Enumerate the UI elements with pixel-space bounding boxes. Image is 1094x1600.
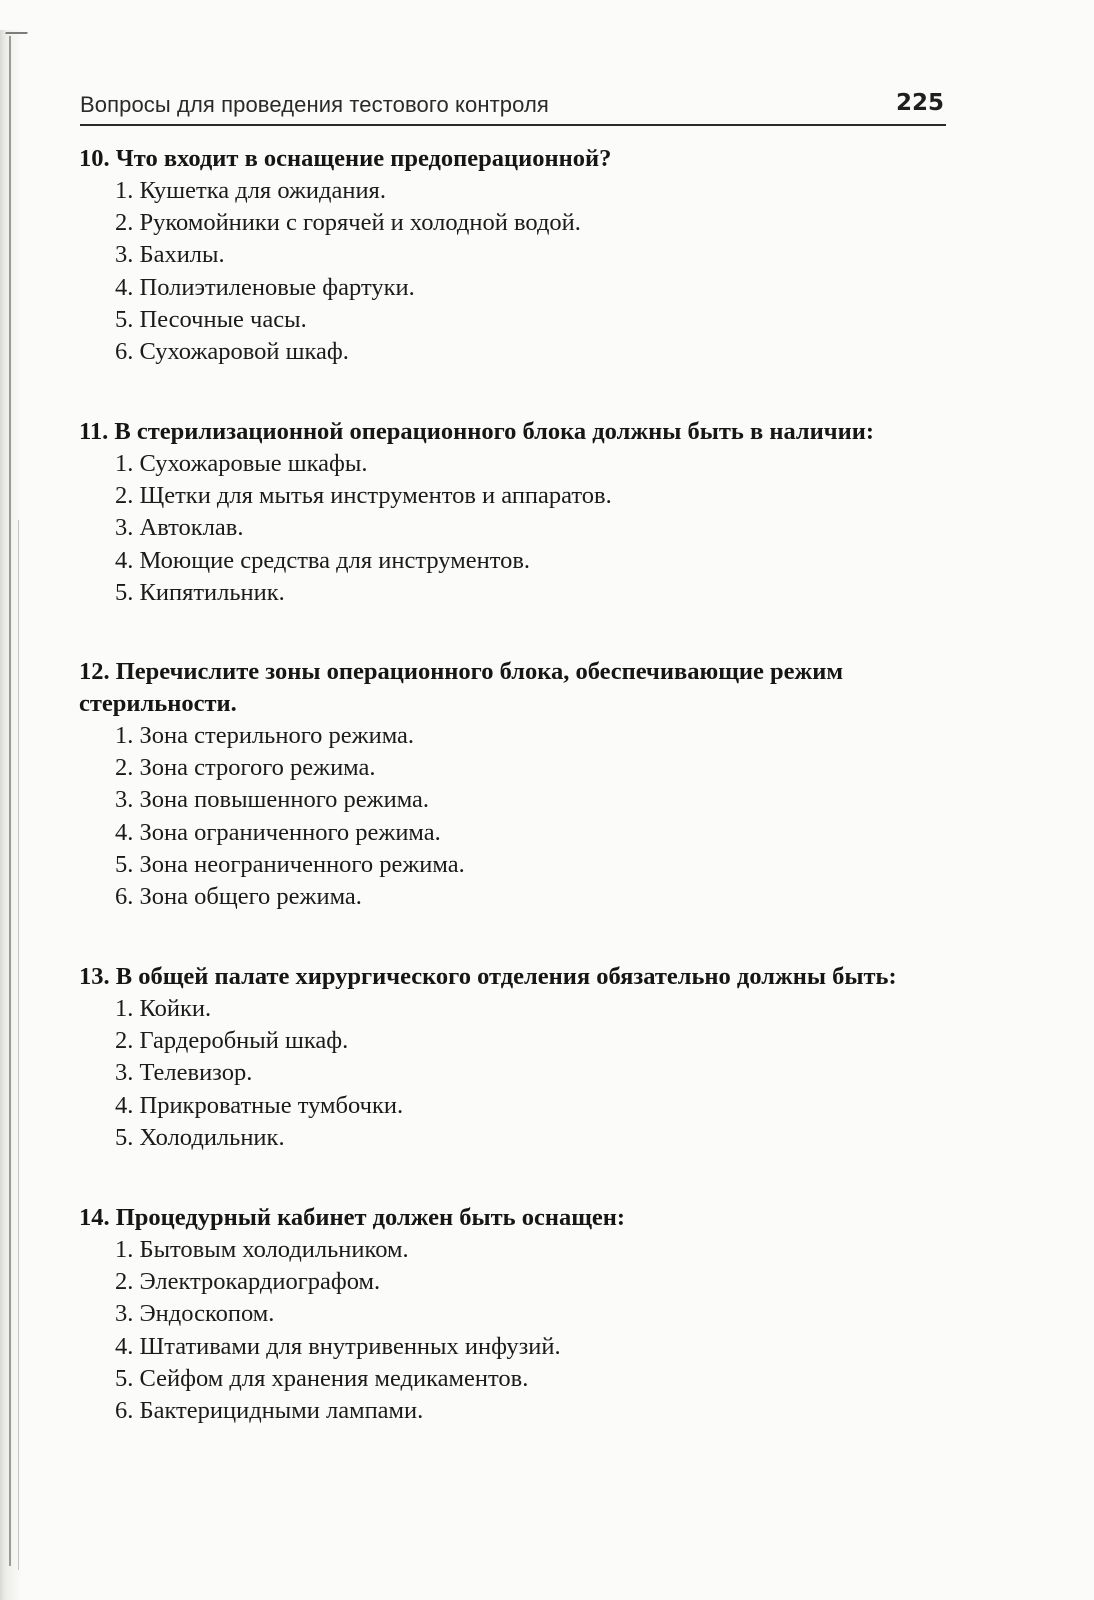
question-12: [79, 656, 959, 913]
corner-mark: [2, 32, 28, 42]
answer-list: [79, 993, 959, 1154]
answer-list: [79, 1234, 959, 1427]
question-14: [79, 1202, 959, 1427]
answer-option: 2. Рукомойники с горячей и холодной водой.: [115, 209, 581, 237]
answer-option: 3. Бахилы.: [115, 241, 225, 269]
answer-option: 2. Зона строгого режима.: [115, 754, 376, 782]
question-title: 14. Процедурный кабинет должен быть оснащен:: [79, 1204, 626, 1231]
binding-line: [9, 36, 11, 1566]
answer-option: 1. Койки.: [115, 995, 212, 1022]
answer-option: 6. Бактерицидными лампами.: [115, 1397, 424, 1425]
answer-option: 2. Электрокардиографом.: [115, 1268, 381, 1296]
question-title: 10. Что входит в оснащение предоперационной?: [79, 145, 612, 172]
running-header: [80, 90, 946, 126]
binding-line-secondary: [18, 520, 19, 1570]
question-title: 12. Перечислите зоны операционного блока, обеспечивающие режим стерильности.: [79, 658, 844, 717]
answer-option: 5. Зона неограниченного режима.: [115, 850, 465, 878]
answer-option: 1. Кушетка для ожидания.: [115, 177, 386, 204]
answer-option: 4. Зона ограниченного режима.: [115, 818, 441, 846]
answer-list: [79, 175, 959, 368]
page-binding-edge: [0, 30, 34, 1600]
question-13: [79, 961, 959, 1154]
answer-option: 3. Эндоскопом.: [115, 1300, 275, 1328]
question-10: [79, 143, 959, 368]
answer-option: 5. Холодильник.: [115, 1123, 285, 1151]
answer-option: 4. Моющие средства для инструментов.: [115, 546, 531, 574]
answer-list: [79, 448, 959, 609]
answer-option: 5. Сейфом для хранения медикаментов.: [115, 1364, 529, 1392]
answer-option: 6. Зона общего режима.: [115, 883, 362, 911]
answer-option: 3. Автоклав.: [115, 514, 244, 542]
answer-option: 2. Гардеробный шкаф.: [115, 1027, 349, 1055]
answer-option: 1. Сухожаровые шкафы.: [115, 450, 368, 477]
answer-option: 6. Сухожаровой шкаф.: [115, 338, 349, 366]
running-header-title: Вопросы для проведения тестового контроля: [80, 92, 549, 117]
answer-option: 2. Щетки для мытья инструментов и аппаратов.: [115, 482, 612, 510]
answer-option: 1. Зона стерильного режима.: [115, 722, 415, 749]
answer-option: 4. Полиэтиленовые фартуки.: [115, 273, 415, 301]
answer-option: 1. Бытовым холодильником.: [115, 1236, 409, 1263]
answer-option: 3. Зона повышенного режима.: [115, 786, 430, 814]
answer-list: [79, 720, 959, 913]
answer-option: 5. Песочные часы.: [115, 305, 307, 333]
question-title: 13. В общей палате хирургического отделения обязательно должны быть:: [79, 963, 897, 990]
page-number: 225: [895, 90, 944, 116]
question-title: 11. В стерилизационной операционного блока должны быть в наличии:: [79, 418, 874, 445]
question-11: [79, 416, 959, 609]
answer-option: 5. Кипятильник.: [115, 578, 285, 606]
answer-option: 4. Штативами для внутривенных инфузий.: [115, 1332, 561, 1360]
answer-option: 4. Прикроватные тумбочки.: [115, 1091, 404, 1119]
answer-option: 3. Телевизор.: [115, 1059, 253, 1087]
